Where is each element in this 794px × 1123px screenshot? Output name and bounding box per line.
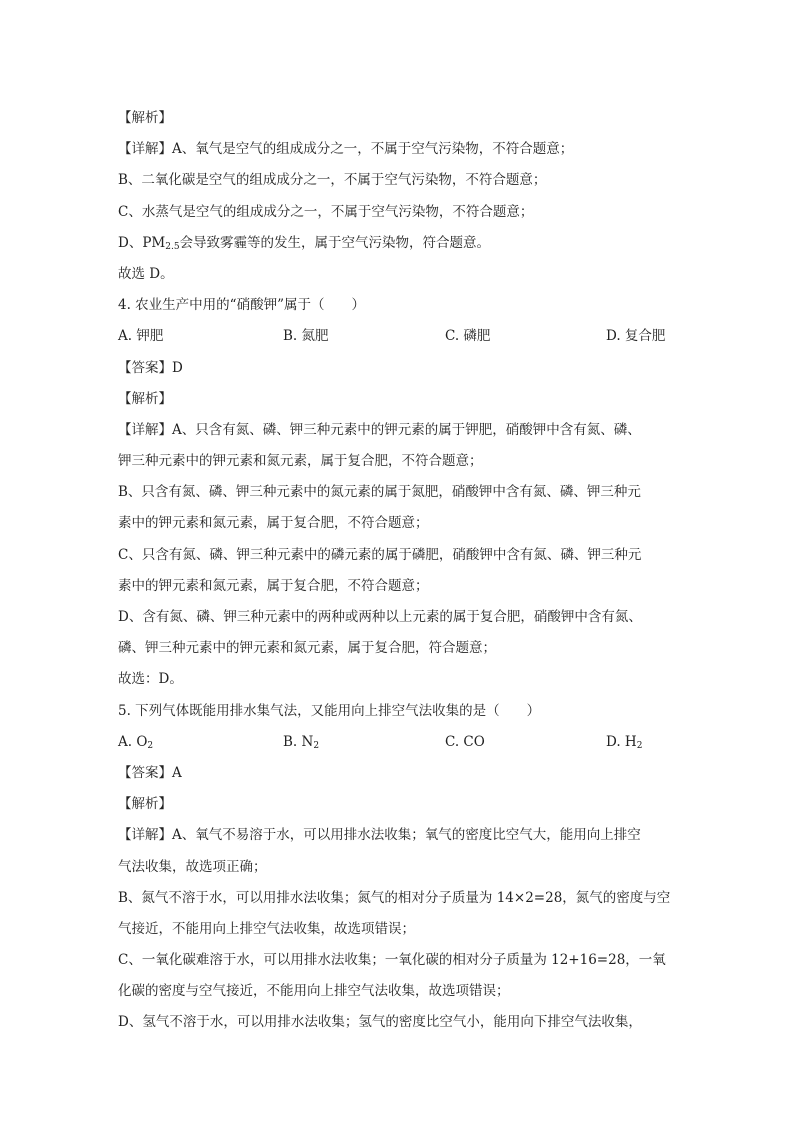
q3-d-suffix: 会导致雾霾等的发生，属于空气污染物，符合题意。 [179, 234, 491, 251]
q4-option-b: B. 氮肥 [283, 328, 329, 345]
q3-d-prefix: D、PM [118, 234, 166, 251]
q4-line: 素中的钾元素和氮元素，属于复合肥，不符合题意； [118, 577, 429, 594]
q5-line: 气法收集，故选项正确； [118, 858, 267, 875]
q5-line: 【详解】A、氧气不易溶于水，可以用排水法收集；氧气的密度比空气大，能用向上排空 [118, 827, 641, 844]
q4-line: 钾三种元素中的钾元素和氮元素，属于复合肥，不符合题意； [118, 453, 483, 470]
page-content [118, 103, 678, 1039]
q5-line: C、一氧化碳难溶于水，可以用排水法收集；一氧化碳的相对分子质量为 12+16=28，一氧 [118, 952, 666, 969]
q4-option-c: C. 磷肥 [445, 328, 491, 345]
q5-option-d-sub: 2 [636, 740, 643, 751]
q5-option-c-label: C. CO [445, 733, 485, 750]
q5-analysis-heading: 【解析】 [118, 796, 172, 813]
q5-line: 化碳的密度与空气接近，不能用向上排空气法收集，故选项错误； [118, 983, 510, 1000]
q5-option-a-label: A. O [118, 733, 148, 750]
q4-answer: 【答案】D [118, 359, 183, 376]
q4-options [118, 321, 678, 352]
q3-choice: 故选 D。 [118, 265, 174, 282]
q4-line: C、只含有氮、磷、钾三种元素中的磷元素的属于磷肥，硝酸钾中含有氮、磷、钾三种元 [118, 546, 642, 563]
q5-option-d [606, 727, 642, 758]
q3-analysis-heading: 【解析】 [118, 110, 172, 126]
q4-line: B、只含有氮、磷、钾三种元素中的氮元素的属于氮肥，硝酸钾中含有氮、磷、钾三种元 [118, 484, 641, 501]
q3-d-subscript: 2.5 [165, 241, 180, 252]
q4-line: 素中的钾元素和氮元素，属于复合肥，不符合题意； [118, 515, 429, 532]
q4-analysis-heading: 【解析】 [118, 390, 172, 407]
q4-line: 磷、钾三种元素中的钾元素和氮元素，属于复合肥，符合题意； [118, 640, 496, 657]
q5-option-d-label: D. H [606, 733, 637, 750]
q5-option-b-label: B. N [283, 733, 314, 750]
q5-line: 气接近，不能用向上排空气法收集，故选项错误； [118, 920, 415, 937]
q5-line: B、氮气不溶于水，可以用排水法收集；氮气的相对分子质量为 14×2=28，氮气的密度与空 [118, 889, 671, 906]
q5-option-c [445, 727, 485, 758]
q4-option-d: D. 复合肥 [606, 328, 666, 345]
q5-stem: 5. 下列气体既能用排水集气法，又能用向上排空气法收集的是（ ） [118, 702, 541, 719]
q3-detail-a: 【详解】A、氧气是空气的组成成分之一，不属于空气污染物，不符合题意； [118, 141, 574, 158]
q3-detail-c: C、水蒸气是空气的组成成分之一，不属于空气污染物，不符合题意； [118, 203, 534, 220]
q5-option-a-sub: 2 [147, 740, 154, 751]
q3-detail-d [118, 228, 678, 259]
q4-line: D、含有氮、磷、钾三种元素中的两种或两种以上元素的属于复合肥，硝酸钾中含有氮、 [118, 609, 642, 625]
q4-line: 故选：D。 [118, 671, 183, 688]
q5-option-b [283, 727, 319, 758]
q4-stem: 4. 农业生产中用的“硝酸钾”属于（ ） [118, 297, 365, 314]
q5-option-a [118, 727, 153, 758]
q5-options [118, 727, 678, 758]
q3-detail-b: B、二氧化碳是空气的组成成分之一，不属于空气污染物，不符合题意； [118, 172, 547, 189]
q4-line: 【详解】A、只含有氮、磷、钾三种元素中的钾元素的属于钾肥，硝酸钾中含有氮、磷、 [118, 421, 641, 438]
q5-answer: 【答案】A [118, 764, 182, 781]
q5-option-b-sub: 2 [313, 740, 320, 751]
q5-line: D、氢气不溶于水，可以用排水法收集；氢气的密度比空气小，能用向下排空气法收集， [118, 1014, 642, 1031]
q4-option-a: A. 钾肥 [118, 328, 164, 345]
